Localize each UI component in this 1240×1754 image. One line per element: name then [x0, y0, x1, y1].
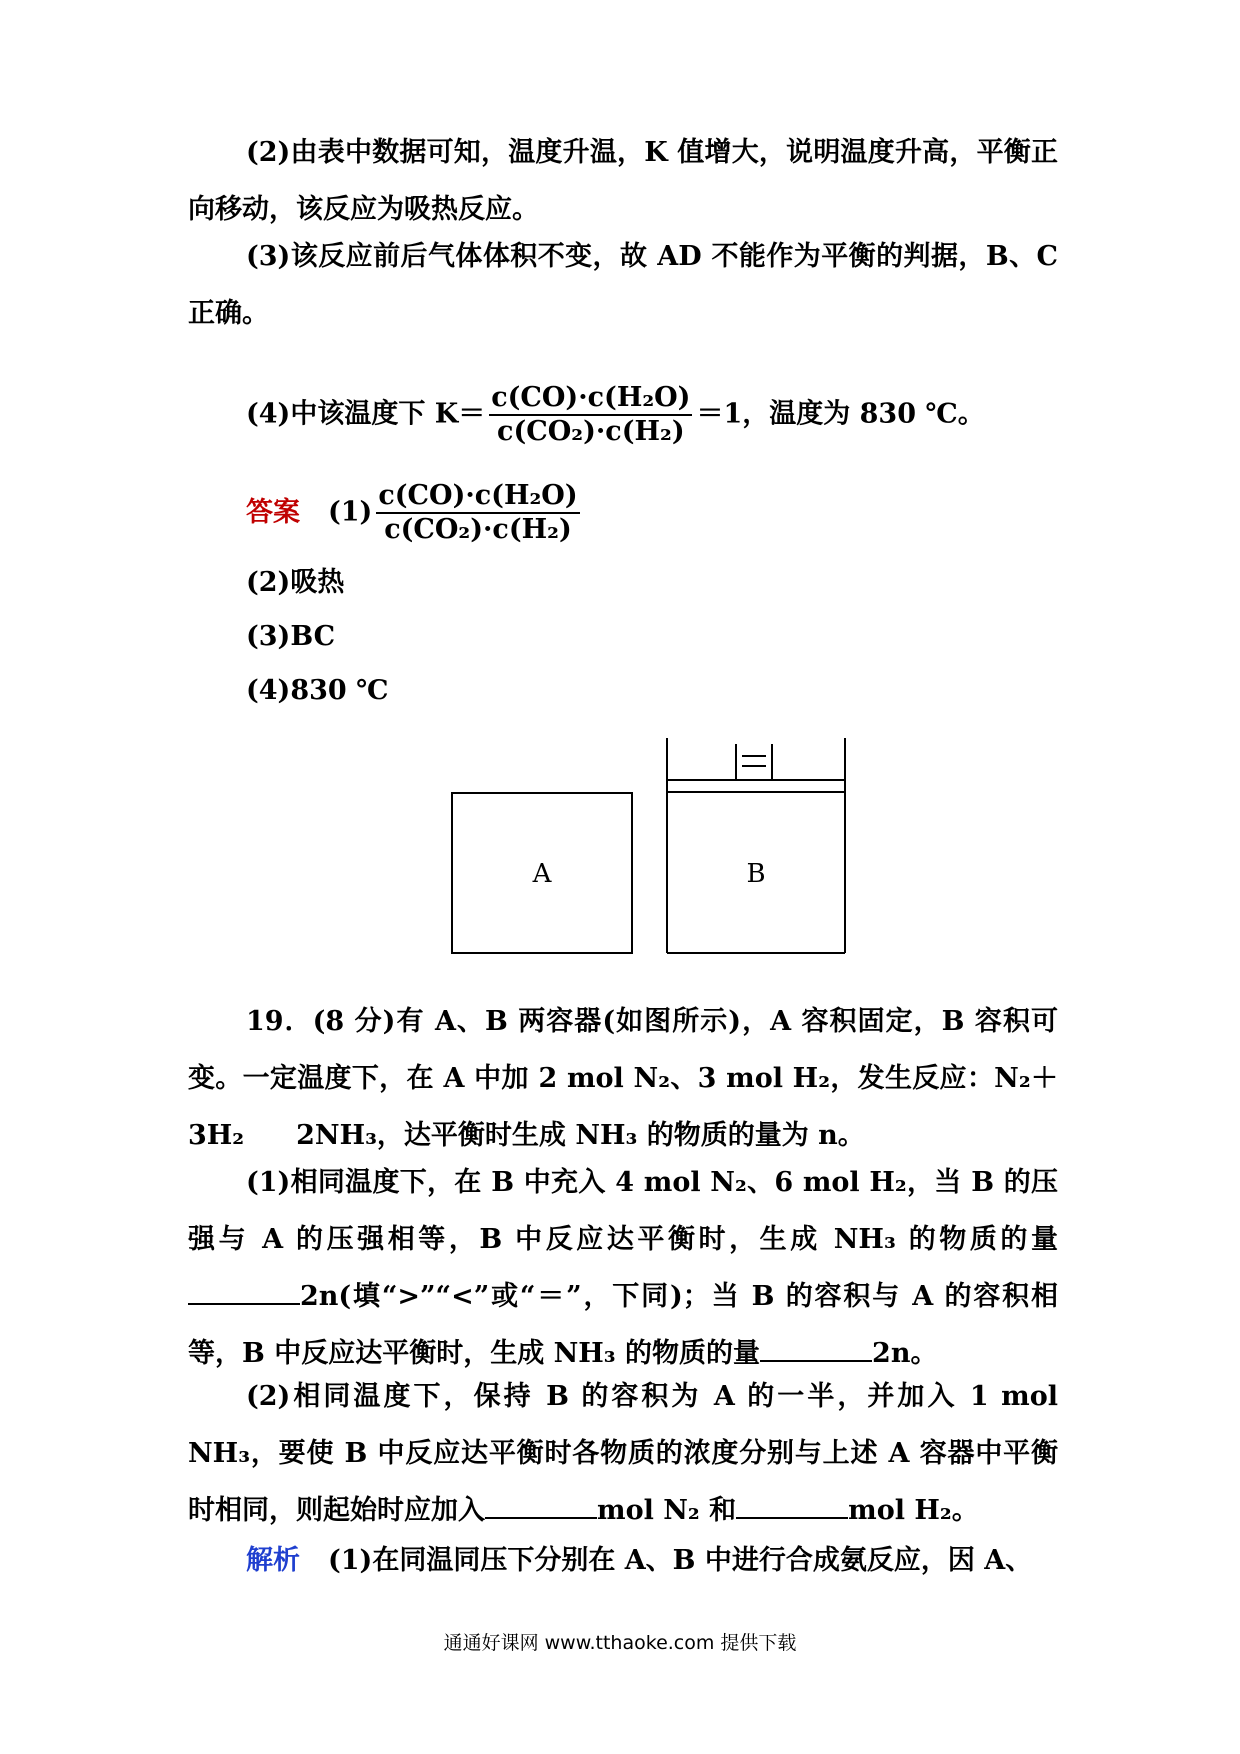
k-suffix: ＝1，温度为 830 ℃。	[696, 398, 985, 430]
analysis-label: 解析	[246, 1545, 300, 1576]
question-19	[188, 993, 1058, 1164]
answer-blank-2[interactable]	[760, 1338, 872, 1362]
paragraph-2-text: (2)由表中数据可知，温度升温，K 值增大，说明温度升高，平衡正向移动，该反应为吸热反应。	[188, 137, 1058, 225]
part-1-text-b: 2n(填“>”“<”或“＝”，下同)；当 B 的容积与 A 的容积相等，B 中反应达平衡时，生成 NH₃ 的物质的量	[188, 1281, 1058, 1369]
answer-line-4: (4)830 ℃	[246, 675, 389, 706]
answer-1-denominator: c(CO₂)·c(H₂)	[384, 514, 572, 545]
part-2-text-c: mol H₂。	[848, 1495, 979, 1526]
answer-line-2: (2)吸热	[246, 567, 345, 598]
part-2-text-b: mol N₂ 和	[597, 1495, 737, 1526]
answer-line-3: (3)BC	[246, 621, 336, 652]
paragraph-2	[188, 124, 1058, 238]
analysis	[188, 1532, 1058, 1589]
container-figure	[440, 738, 860, 956]
k-fraction	[489, 382, 692, 448]
part-1-text-a: (1)相同温度下，在 B 中充入 4 mol N₂、6 mol H₂，当 B 的压强与 A 的压强相等，B 中反应达平衡时，生成 NH₃ 的物质的量	[188, 1167, 1058, 1255]
question-19-line2: 2NH₃，达平衡时生成 NH₃ 的物质的量为 n。	[296, 1120, 865, 1151]
answer-label: 答案	[246, 496, 300, 528]
answer-1-fraction	[376, 480, 579, 546]
paragraph-3-text: (3)该反应前后气体体积不变，故 AD 不能作为平衡的判据，B、C 正确。	[188, 241, 1058, 329]
page-footer: 通通好课网 www.tthaoke.com 提供下载	[443, 1632, 797, 1654]
k-numerator: c(CO)·c(H₂O)	[489, 382, 692, 416]
answer-1-numerator: c(CO)·c(H₂O)	[376, 480, 579, 514]
k-denominator: c(CO₂)·c(H₂)	[497, 416, 685, 447]
part-1-text-c: 2n。	[872, 1338, 938, 1369]
paragraph-3	[188, 228, 1058, 342]
answer-blank-3[interactable]	[485, 1495, 597, 1519]
answer-blank-4[interactable]	[736, 1495, 848, 1519]
analysis-text: (1)在同温同压下分别在 A、B 中进行合成氨反应，因 A、	[328, 1545, 1033, 1576]
container-b-label: B	[746, 859, 766, 889]
question-19-part-1	[188, 1154, 1058, 1382]
paragraph-4	[188, 382, 1058, 448]
question-19-line1: 19．(8 分)有 A、B 两容器(如图所示)，A 容积固定，B 容积可变。一定温度下，在 A 中加 2 mol N₂、3 mol H₂，发生反应：N₂＋3H₂	[188, 1006, 1058, 1151]
question-19-part-2	[188, 1368, 1058, 1539]
k-prefix: (4)中该温度下 K＝	[246, 398, 486, 430]
container-a-label: A	[532, 859, 552, 889]
answer-line-1	[246, 480, 584, 546]
answer-1-prefix: (1)	[328, 496, 373, 528]
answer-blank-1[interactable]	[188, 1281, 300, 1305]
part-2-text-a: (2)相同温度下，保持 B 的容积为 A 的一半，并加入 1 mol NH₃，要使 B 中反应达平衡时各物质的浓度分别与上述 A 容器中平衡时相同，则起始时应加入	[188, 1381, 1058, 1526]
